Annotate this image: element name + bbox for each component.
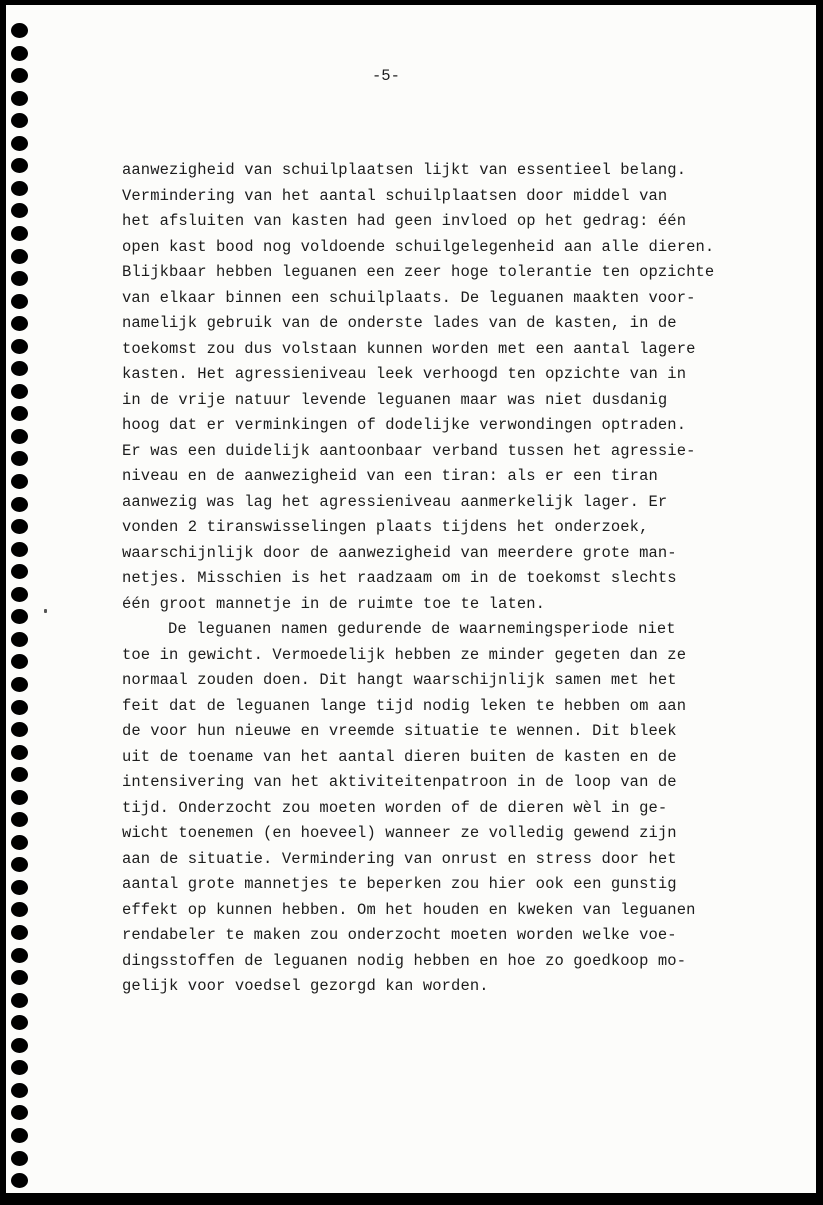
binder-hole [11, 1128, 28, 1143]
text-line: Blijkbaar hebben leguanen een zeer hoge tolerantie ten opzichte [122, 263, 715, 281]
text-line: toe in gewicht. Vermoedelijk hebben ze minder gegeten dan ze [122, 645, 687, 664]
text-line: open kast bood nog voldoende schuilgelegenheid aan alle dieren. [122, 237, 715, 256]
binder-hole [11, 1083, 28, 1098]
page-number: -5- [372, 67, 400, 85]
body-text [122, 158, 812, 1000]
text-line: intensivering van het aktiviteitenpatroon in de loop van de [122, 773, 677, 791]
binder-hole [11, 339, 28, 354]
text-line: de voor hun nieuwe en vreemde situatie te wennen. Dit bleek [122, 722, 677, 740]
text-line: niveau en de aanwezigheid van een tiran: als er een tiran [122, 467, 658, 485]
binder-hole [11, 226, 28, 241]
binder-hole [11, 519, 28, 534]
binder-hole [11, 113, 28, 128]
binder-hole [11, 609, 28, 624]
binder-hole [11, 497, 28, 512]
text-line: waarschijnlijk door de aanwezigheid van meerdere grote man- [122, 543, 677, 562]
text-line: rendabeler te maken zou onderzocht moeten worden welke voe- [122, 926, 677, 944]
binder-hole [11, 1173, 28, 1188]
binder-hole [11, 564, 28, 579]
binder-hole [11, 46, 28, 61]
text-line: Er was een duidelijk aantoonbaar verband tussen het agressie- [122, 441, 696, 460]
binder-holes [6, 5, 28, 1205]
binder-hole [11, 1015, 28, 1030]
binder-hole [11, 902, 28, 917]
binder-hole [11, 632, 28, 647]
text-line: van elkaar binnen een schuilplaats. De leguanen maakten voor- [122, 288, 696, 307]
text-line: vonden 2 tiranswisselingen plaats tijdens het onderzoek, [122, 518, 649, 536]
text-line: tijd. Onderzocht zou moeten worden of de dieren wèl in ge- [122, 798, 668, 817]
binder-hole [11, 361, 28, 376]
paragraph-first-line: De leguanen namen gedurende de waarnemingsperiode niet [168, 620, 676, 638]
binder-hole [11, 1060, 28, 1075]
binder-hole [11, 203, 28, 218]
binder-hole [11, 91, 28, 106]
binder-hole [11, 316, 28, 331]
binder-hole [11, 767, 28, 782]
binder-hole [11, 23, 28, 38]
text-line: aan de situatie. Vermindering van onrust en stress door het [122, 849, 677, 868]
binder-hole [11, 249, 28, 264]
text-line: hoog dat er verminkingen of dodelijke verwondingen optraden. [122, 416, 687, 434]
text-line: toekomst zou dus volstaan kunnen worden met een aantal lagere [122, 339, 696, 358]
text-line: namelijk gebruik van de onderste lades van de kasten, in de [122, 314, 677, 332]
margin-mark [44, 609, 47, 613]
binder-hole [11, 700, 28, 715]
text-line: effekt op kunnen hebben. Om het houden en kweken van leguanen [122, 900, 696, 919]
text-line: kasten. Het agressieniveau leek verhoogd ten opzichte van in [122, 365, 687, 383]
text-line: wicht toenemen (en hoeveel) wanneer ze volledig gewend zijn [122, 824, 677, 842]
binder-hole [11, 542, 28, 557]
text-line: aanwezig was lag het agressieniveau aanmerkelijk lager. Er [122, 492, 668, 511]
binder-hole [11, 136, 28, 151]
binder-hole [11, 474, 28, 489]
binder-hole [11, 271, 28, 286]
text-line: aanwezigheid van schuilplaatsen lijkt van essentieel belang. [122, 161, 687, 179]
text-line: feit dat de leguanen lange tijd nodig leken te hebben om aan [122, 696, 687, 715]
binder-hole [11, 68, 28, 83]
text-line: het afsluiten van kasten had geen invloed op het gedrag: één [122, 212, 687, 230]
text-line: aantal grote mannetjes te beperken zou hier ook een gunstig [122, 875, 677, 893]
binder-hole [11, 812, 28, 827]
binder-hole [11, 587, 28, 602]
binder-hole [11, 654, 28, 669]
binder-hole [11, 406, 28, 421]
binder-hole [11, 1151, 28, 1166]
binder-hole [11, 790, 28, 805]
binder-hole [11, 722, 28, 737]
binder-hole [11, 429, 28, 444]
text-line: dingsstoffen de leguanen nodig hebben en hoe zo goedkoop mo- [122, 951, 687, 970]
text-line: netjes. Misschien is het raadzaam om in de toekomst slechts [122, 569, 677, 587]
binder-hole [11, 384, 28, 399]
binder-hole [11, 294, 28, 309]
binder-hole [11, 925, 28, 940]
binder-hole [11, 970, 28, 985]
text-line: uit de toename van het aantal dieren buiten de kasten en de [122, 747, 677, 766]
binder-hole [11, 158, 28, 173]
text-line: in de vrije natuur levende leguanen maar was niet dusdanig [122, 390, 668, 409]
binder-hole [11, 677, 28, 692]
binder-hole [11, 745, 28, 760]
binder-hole [11, 993, 28, 1008]
binder-hole [11, 451, 28, 466]
binder-hole [11, 1105, 28, 1120]
binder-hole [11, 880, 28, 895]
binder-hole [11, 181, 28, 196]
text-line: normaal zouden doen. Dit hangt waarschijnlijk samen met het [122, 671, 677, 689]
binder-hole [11, 835, 28, 850]
binder-hole [11, 948, 28, 963]
text-line: Vermindering van het aantal schuilplaatsen door middel van [122, 186, 668, 205]
document-page [6, 5, 816, 1193]
binder-hole [11, 857, 28, 872]
text-line: gelijk voor voedsel gezorgd kan worden. [122, 977, 489, 995]
binder-hole [11, 1038, 28, 1053]
text-line: één groot mannetje in de ruimte toe te laten. [122, 594, 546, 613]
